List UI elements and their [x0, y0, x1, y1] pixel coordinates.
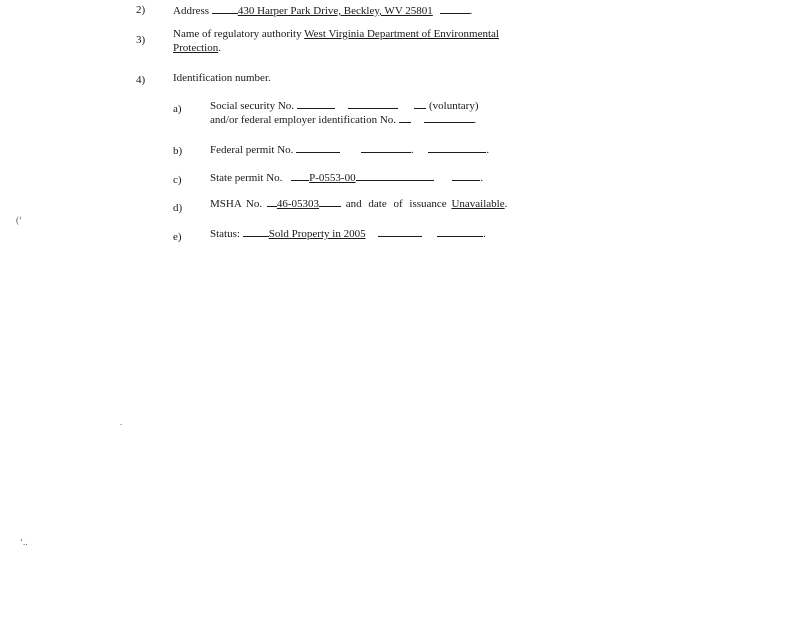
fein-period: .	[473, 114, 477, 126]
sub-a-letter: a)	[173, 103, 182, 115]
address-blank	[212, 4, 238, 14]
regulatory-authority-end: .	[218, 42, 221, 54]
state-permit-value: P-0553-00	[309, 172, 356, 184]
status-blank-3	[437, 227, 483, 237]
sub-c-letter: c)	[173, 174, 182, 186]
ssn-label: Social security No.	[210, 100, 295, 112]
msha-value: 46-05303	[276, 198, 320, 210]
ssn-blank-1	[297, 99, 335, 109]
federal-permit-blank-2	[361, 143, 411, 153]
sub-a-row-2	[210, 113, 476, 127]
item-3-row-2	[173, 42, 221, 55]
identification-heading: Identification number.	[173, 72, 271, 84]
sub-d-row: MSHA No. 46-05303 and date of issuance Unavailable.	[210, 198, 508, 210]
sub-c-row: State permit No. P-0553-00 .	[210, 172, 484, 184]
ssn-blank-2	[348, 99, 398, 109]
regulatory-authority-label: Name of regulatory authority	[173, 28, 302, 40]
sub-e-row: Status: Sold Property in 2005 .	[210, 228, 486, 240]
sub-b-letter: b)	[173, 145, 183, 157]
scan-speck-2: .	[120, 417, 123, 427]
status-value: Sold Property in 2005	[268, 228, 366, 240]
federal-permit-label: Federal permit No.	[210, 144, 294, 156]
address-label: Address	[173, 5, 210, 17]
status-blank-2	[378, 227, 422, 237]
sub-d-letter: d)	[173, 202, 183, 214]
status-label: Status:	[210, 228, 240, 240]
sub-b-row: Federal permit No. . .	[210, 144, 490, 156]
scan-speck-3: ‘..	[20, 537, 28, 547]
item-4-number: 4)	[136, 74, 146, 86]
msha-date-label: and date of issuance	[345, 198, 447, 210]
address-trailing-blank	[440, 4, 470, 14]
state-permit-blank-pre	[291, 171, 309, 181]
scan-speck-1: (‘	[16, 215, 22, 225]
msha-label: MSHA No.	[210, 198, 263, 210]
address-value: 430 Harper Park Drive, Beckley, WV 25801	[237, 5, 433, 17]
ssn-blank-3	[414, 99, 426, 109]
fein-label: and/or federal employer identification No.	[210, 114, 397, 126]
address-period: .	[469, 5, 473, 17]
fein-blank-1	[399, 113, 411, 123]
sub-e-letter: e)	[173, 231, 182, 243]
status-blank-pre	[243, 227, 269, 237]
item-2-row	[173, 4, 472, 18]
fein-blank-2	[424, 113, 474, 123]
item-2-number: 2)	[136, 4, 146, 16]
sub-a-row	[210, 99, 479, 113]
item-3-number: 3)	[136, 34, 146, 46]
federal-permit-blank-3	[428, 143, 486, 153]
item-3-row	[173, 28, 499, 41]
federal-permit-blank-1	[296, 143, 340, 153]
msha-date-value: Unavailable	[451, 198, 505, 210]
state-permit-blank-post	[356, 171, 434, 181]
state-permit-label: State permit No.	[210, 172, 283, 184]
msha-blank-pre	[267, 197, 277, 207]
msha-blank-post	[319, 197, 341, 207]
ssn-voluntary: (voluntary)	[429, 100, 479, 112]
regulatory-authority-value: West Virginia Department of Environmental	[304, 28, 499, 40]
regulatory-authority-value-cont: Protection	[173, 42, 219, 54]
state-permit-blank-2	[452, 171, 480, 181]
